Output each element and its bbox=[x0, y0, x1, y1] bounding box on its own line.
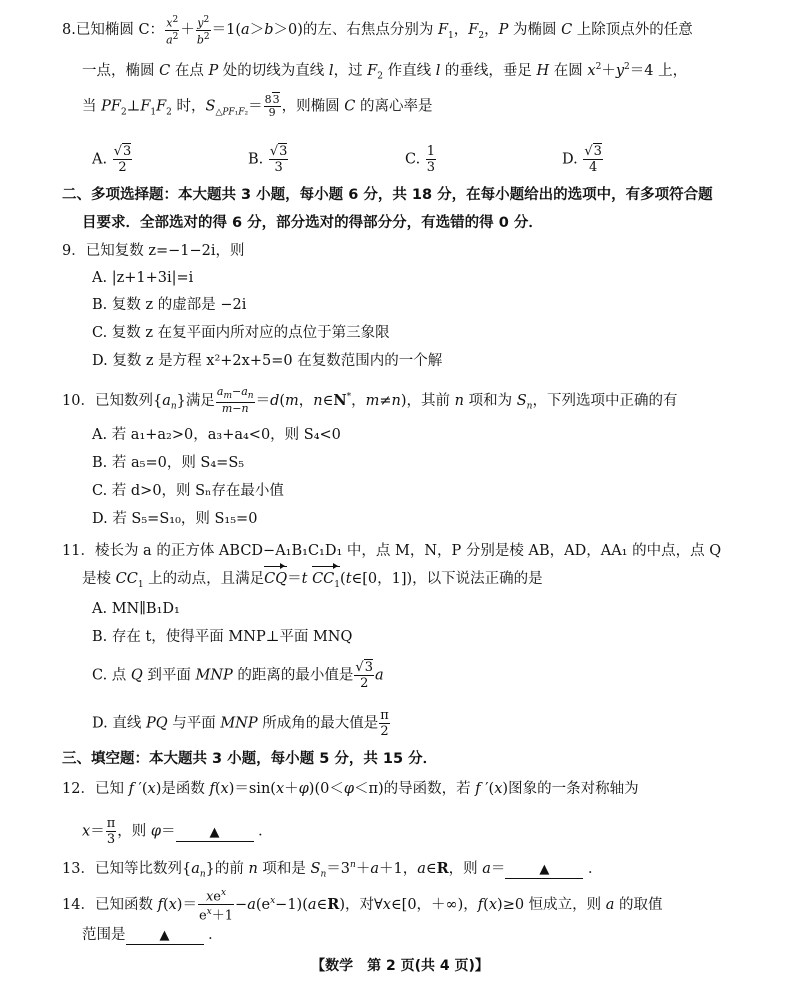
q10-stem: 10．已知数列$\{a_n\}$满足 $\frac{a_m-a_n}{m-n}$ ＝d(m，n∈N*，m≠n)，其前 n 项和为 $S_n$，下列选项中正确的有 bbox=[62, 385, 678, 416]
section2-header-line1: 二、多项选择题：本大题共 3 小题，每小题 6 分，共 18 分，在每小题给出的选项中，有多项符合题 bbox=[62, 187, 713, 203]
q14-answer-blank[interactable]: ▲ bbox=[126, 928, 204, 945]
q8-option-b: B. $\frac{√3}{3}$ bbox=[248, 144, 288, 175]
q10-option-d: D. 若 S₅=S₁₀，则 S₁₅=0 bbox=[92, 511, 258, 527]
section3-header: 三、填空题：本大题共 3 小题，每小题 5 分，共 15 分． bbox=[62, 751, 438, 767]
q11-option-b: B. 存在 t，使得平面 MNP⊥平面 MNQ bbox=[92, 629, 353, 645]
page-footer: 【数学 第 2 页(共 4 页)】 bbox=[311, 958, 489, 974]
q9-option-b: B. 复数 z 的虚部是 −2i bbox=[92, 297, 247, 313]
q9-option-c: C. 复数 z 在复平面内所对应的点位于第三象限 bbox=[92, 325, 390, 341]
q12-line2: x＝ $\frac{\pi}{3}$ ，则 φ＝ ▲ ． bbox=[82, 816, 273, 847]
q11-line2: 是棱 $CC_1$ 上的动点，且满足CQ＝t $CC_1(t\in[0$，1])，以下说法正确的是 bbox=[82, 568, 543, 596]
q8-option-c: C. $\frac{1}{3}$ bbox=[405, 144, 436, 175]
q12-answer-blank[interactable]: ▲ bbox=[176, 825, 254, 842]
q8-line3: 当 $PF_2\perp F_1F_2$ 时，$S_{\triangle PF_1F_2}=$ $\frac{83}{9}$ ，则椭圆 C 的离心率是 bbox=[82, 93, 433, 119]
q14-line2: 范围是 ▲ ． bbox=[82, 927, 223, 943]
q10-option-a: A. 若 a₁+a₂>0，a₃+a₄<0，则 S₄<0 bbox=[92, 427, 341, 443]
q11-option-d: D. 直线 PQ 与平面 MNP 所成角的最大值是 $\frac{\pi}{2}$ bbox=[92, 708, 389, 739]
q8-option-a: A. $\frac{√3}{2}$ bbox=[92, 144, 132, 175]
q9-option-a: A. |z+1+3i|=i bbox=[92, 270, 194, 286]
q9-option-d: D. 复数 z 是方程 x²+2x+5=0 在复数范围内的一个解 bbox=[92, 353, 443, 369]
q8-line2: 一点，椭圆 C 在点 P 处的切线为直线 l，过 $F_2$ 作直线 l 的垂线，垂足 H 在圆 $x^2+y^2=4$ 上， bbox=[82, 62, 688, 82]
q11-option-c: C. 点 Q 到平面 MNP 的距离的最小值是 $\frac{√3}{2}$ a bbox=[92, 660, 384, 691]
q10-option-b: B. 若 a₅=0，则 S₄=S₅ bbox=[92, 455, 245, 471]
q8-option-d: D. $\frac{√3}{4}$ bbox=[562, 144, 602, 175]
q8-line1: 8.已知椭圆 C： $\frac{x^2}{a^2}$ ＋ $\frac{y^2}{b^2}$ ＝1(a＞b＞0)的左、右焦点分别为 $F_1$，$F_2$，P 为椭圆 C 上除顶点外的任意 bbox=[62, 15, 693, 47]
q13-line: 13．已知等比数列$\{a_n\}$的前 n 项和是 $S_n=3^n+a+1$，a∈R，则 a＝ ▲ ． bbox=[62, 859, 603, 880]
q8-number: 8. bbox=[62, 22, 76, 39]
q9-stem: 9．已知复数 z=−1−2i，则 bbox=[62, 243, 245, 259]
q11-line1: 11．棱长为 a 的正方体 ABCD−A₁B₁C₁D₁ 中，点 M，N，P 分别是棱 AB，AD，AA₁ 的中点，点 Q bbox=[62, 543, 722, 559]
q14-line1: 14．已知函数 f(x)＝ $\frac{xe^x}{e^x+1}$ $-a(e^x-1)(a\in R)$，对∀x∈[0，＋∞)，f(x)≥0 恒成立，则 a 的取值 bbox=[62, 888, 663, 924]
q10-option-c: C. 若 d>0，则 Sₙ存在最小值 bbox=[92, 483, 284, 499]
q11-option-a: A. MN∥B₁D₁ bbox=[92, 601, 180, 617]
q13-answer-blank[interactable]: ▲ bbox=[505, 862, 583, 879]
section2-header-line2: 目要求．全部选对的得 6 分，部分选对的得部分分，有选错的得 0 分． bbox=[82, 215, 543, 231]
q12-line1: 12．已知 f ′(x)是函数 f(x)＝sin(x＋φ)(0＜φ＜π)的导函数，若 f ′(x)图象的一条对称轴为 bbox=[62, 781, 639, 797]
